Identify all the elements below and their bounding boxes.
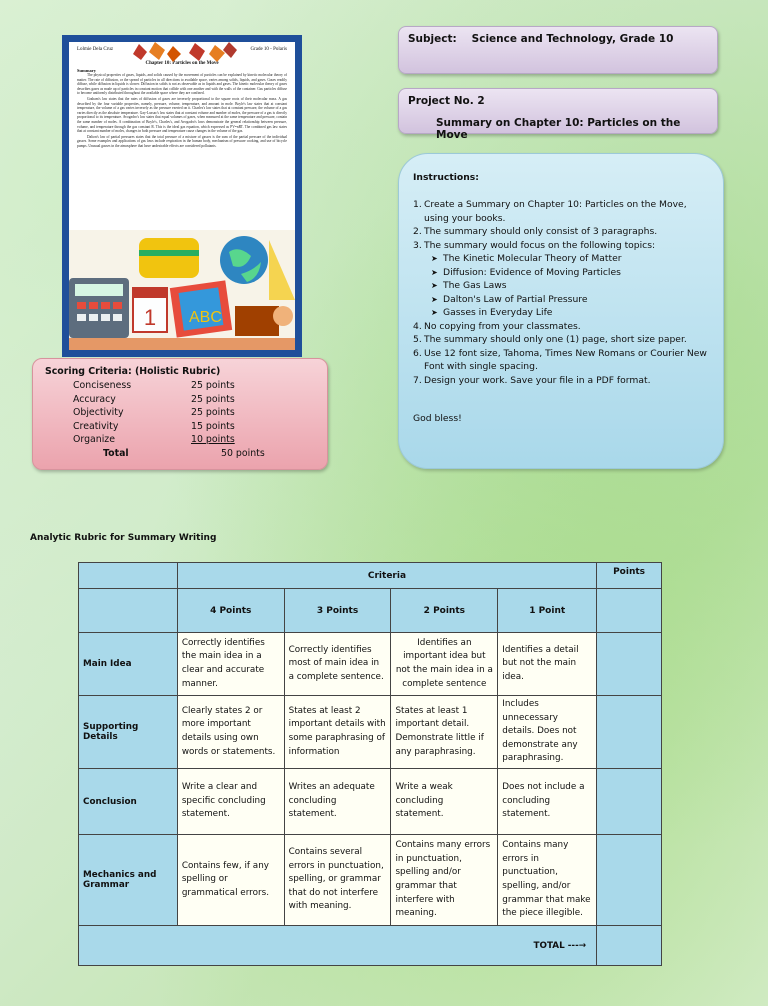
rubric-row <box>79 835 662 926</box>
topic-item: ➤ Diffusion: Evidence of Moving Particles <box>431 266 621 278</box>
rubric-cell: Does not include a concluding statement. <box>498 769 597 835</box>
rubric-row-label: Mechanics and Grammar <box>79 835 178 926</box>
rubric-cell: Identifies a detail but not the main idea. <box>498 633 597 696</box>
arrow-bullet-icon: ➤ <box>431 294 438 304</box>
points-header: Points <box>597 563 662 589</box>
level-header: 4 Points <box>177 589 284 633</box>
points-cell <box>597 633 662 696</box>
points-cell <box>597 769 662 835</box>
scoring-row: Creativity 15 points <box>73 420 235 432</box>
svg-text:1: 1 <box>143 305 157 330</box>
subject-label: Subject: <box>408 33 457 45</box>
instruction-item: 6. Use 12 font size, Tahoma, Times New Romans or Courier New <box>413 347 707 359</box>
paper-paragraph: Graham's law states that the rates of diffusion of gases are inversely proportional to the square roots of their molecular mass. A gas described by the four variable properties, namely, pressure, volume, temperature, and amount in mole. Boyle's law states that at constant temperature, the volume of a gas varies inversely as the pressure exerted on it. Charles's law states that at constant pressure, the volume of a gas varies directly as the absolute temperature. Gay-Lussac's law states that at constant volume and number of moles, the pressure of a gas is directly proportional to its temperature. Avogadro's law states that equal volumes of gases, when measured at the same temperature and pressure, contain the same number of moles. A combination of Boyle's, Charles's, and Avogadro's laws demonstrate the general relationship between pressure, volume, and temperature through the gas constant R. This is the ideal gas equation, which expressed as PV=nRT. The combined gas law states that at constant number of moles, changes in both pressure and temperature cause changes in the volume of the gas. <box>77 96 287 134</box>
rubric-cell: States at least 1 important detail. Demonstrate little if any paraphrasing. <box>391 696 498 769</box>
scoring-row: Conciseness 25 points <box>73 380 235 391</box>
arrow-bullet-icon: ➤ <box>431 308 438 317</box>
subject-box <box>398 26 718 74</box>
paper-paragraph: Dalton's law of partial pressures states that the total pressure of a mixture of gasses is the sum of the partial pressure of the individual gasses. Some examples and applications of gas laws include respiration in the human body, mechanism of pressure cooking, and use of bicycle pumps. Unusual gasses in the atmosphere that have undesirable effects are considered pollutants. <box>77 134 287 148</box>
project-number: Project No. 2 <box>408 95 485 107</box>
instruction-item-continuation: Font with single spacing. <box>424 361 538 372</box>
project-title: Summary on Chapter 10: Particles on the Move <box>436 117 681 141</box>
instruction-item: 1. Create a Summary on Chapter 10: Particles on the Move, <box>413 199 687 210</box>
rubric-row-label: Supporting Details <box>79 696 178 769</box>
scoring-row: Accuracy 25 points <box>73 393 235 405</box>
rubric-row-label: Conclusion <box>79 769 178 835</box>
summary-paper-image <box>62 35 302 357</box>
rubric-cell: Write a weak concluding statement. <box>391 769 498 835</box>
instruction-item: 7. Design your work. Save your file in a PDF format. <box>413 374 651 386</box>
rubric-row <box>79 696 662 769</box>
points-cell <box>597 835 662 926</box>
autumn-leaves-decoration <box>129 42 239 64</box>
paper-author: Lolmie Dela Cruz <box>77 47 114 52</box>
instructions-title: Instructions: <box>413 172 479 183</box>
scoring-row: Objectivity 25 points <box>73 407 235 419</box>
level-header: 2 Points <box>391 589 498 633</box>
school-supplies-illustration <box>69 230 295 350</box>
subject-value: Science and Technology, Grade 10 <box>471 33 674 45</box>
scoring-criteria-box <box>32 358 328 470</box>
topic-item: ➤ Gasses in Everyday Life <box>431 307 553 318</box>
project-box <box>398 88 718 141</box>
topics-list <box>413 252 709 320</box>
rubric-cell: Includes unnecessary details. Does not demonstrate any paraphrasing. <box>498 696 597 769</box>
points-cell <box>597 696 662 769</box>
instructions-box <box>398 153 724 469</box>
rubric-row <box>79 769 662 835</box>
criteria-header: Criteria <box>177 563 596 589</box>
instruction-item: 3. The summary would focus on the following topics: <box>413 239 656 251</box>
points-cell <box>597 589 662 633</box>
rubric-cell: Contains several errors in punctuation, spelling, or grammar that do not interfere with meaning. <box>284 835 391 926</box>
rubric-cell: Correctly identifies the main idea in a clear and accurate manner. <box>177 633 284 696</box>
arrow-bullet-icon: ➤ <box>431 281 438 290</box>
instruction-item-continuation: using your books. <box>424 212 506 224</box>
rubric-table <box>78 562 662 966</box>
rubric-cell: Writes an adequate concluding statement. <box>284 769 391 835</box>
topics-list-container <box>413 252 709 320</box>
topic-item: ➤ The Gas Laws <box>431 280 507 291</box>
rubric-row-label: Main Idea <box>79 633 178 696</box>
scoring-total-row: Total 50 points <box>103 447 265 459</box>
summary-sheet <box>69 42 295 350</box>
instruction-item: 4. No copying from your classmates. <box>413 320 581 332</box>
paper-title: Chapter 10: Particles on the Move <box>145 61 219 66</box>
instructions-list <box>413 198 709 387</box>
instruction-item: 5. The summary should only one (1) page, short size paper. <box>413 334 687 345</box>
arrow-bullet-icon: ➤ <box>431 267 438 277</box>
arrow-bullet-icon: ➤ <box>431 254 438 263</box>
topic-item: ➤ Dalton's Law of Partial Pressure <box>431 293 588 305</box>
scoring-row: Organize 10 points <box>73 434 235 446</box>
rubric-cell: States at least 2 important details with some paraphrasing of information <box>284 696 391 769</box>
rubric-cell: Contains many errors in punctuation, spelling, and/or grammar that make the piece illegible. <box>498 835 597 926</box>
scoring-title: Scoring Criteria: (Holistic Rubric) <box>45 366 221 377</box>
rubric-title: Analytic Rubric for Summary Writing <box>30 533 217 543</box>
rubric-cell: Clearly states 2 or more important details using own words or statements. <box>177 696 284 769</box>
svg-text:ABC: ABC <box>189 309 222 326</box>
rubric-cell: Write a clear and specific concluding statement. <box>177 769 284 835</box>
paper-paragraph: The physical properties of gases, liquids, and solids caused by the movement of particles can be explained by kinetic molecular theory of matter. The rate of diffusion, or the spread of particles in all directions to available space, varies among solids, liquids, and gases. Gases readily diffuse, while diffusion in liquids is slower. Diffusion in solids is not as observable as in liquids and gases. The kinetic molecular theory of gases describes gases as made up of particles in constant motion that collide with one another and with the walls of the container. Gas particles diffuse to become uniformly distributed throughout the available space where they are confined. <box>77 73 287 96</box>
level-header: 3 Points <box>284 589 391 633</box>
total-points-cell <box>597 926 662 966</box>
paper-grade: Grade 10 - Polaris <box>250 47 287 52</box>
level-header: 1 Point <box>498 589 597 633</box>
paper-label: Summary <box>77 68 96 73</box>
rubric-cell: Identifies an important idea but not the main idea in a complete sentence <box>391 633 498 696</box>
instruction-item: 2. The summary should only consist of 3 paragraphs. <box>413 226 658 237</box>
rubric-cell: Correctly identifies most of main idea in a complete sentence. <box>284 633 391 696</box>
rubric-cell: Contains few, if any spelling or grammatical errors. <box>177 835 284 926</box>
closing-text: God bless! <box>413 413 462 424</box>
rubric-corner-cell <box>79 563 178 589</box>
rubric-blank-cell <box>79 589 178 633</box>
rubric-total-label: TOTAL ---→ <box>79 926 597 966</box>
rubric-row <box>79 633 662 696</box>
rubric-cell: Contains many errors in punctuation, spelling and/or grammar that interfere with meaning. <box>391 835 498 926</box>
topic-item: ➤ The Kinetic Molecular Theory of Matter <box>431 253 622 264</box>
